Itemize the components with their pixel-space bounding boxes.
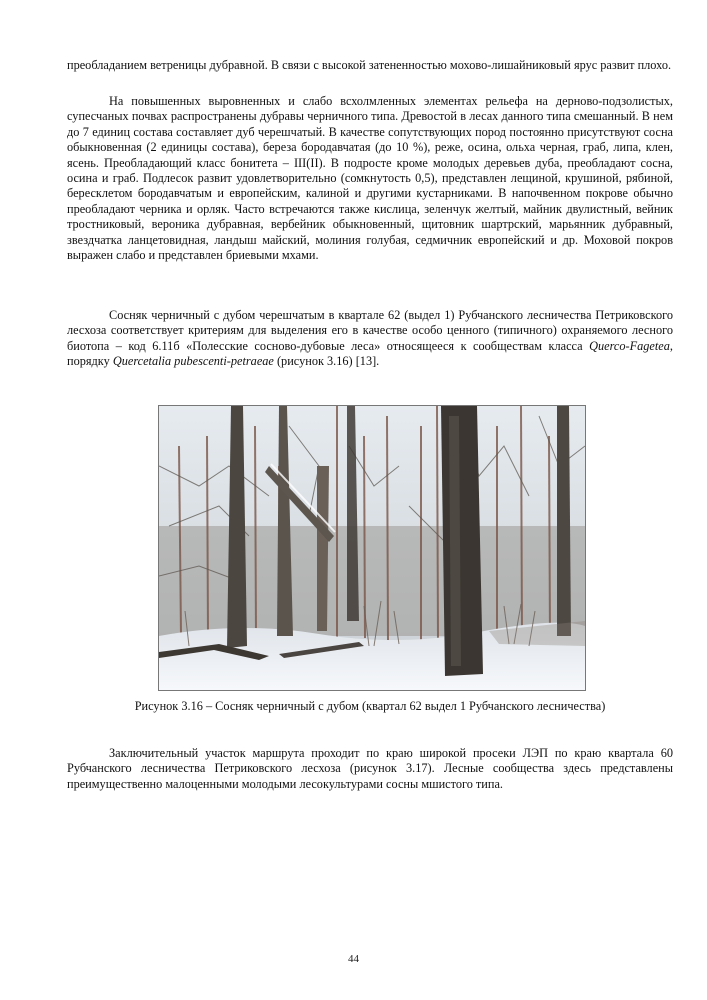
paragraph-final-section: Заключительный участок маршрута проходит по краю широкой просеки ЛЭП по краю квартала 60 Рубчанского лесничества Петриковского лесхоза (рисунок 3.17). Лесные сообщества здесь представлены преимущественно малоценными молодыми лесокультурами сосны мшистого типа. — [67, 746, 673, 791]
class-name: Querco-Fagetea — [589, 338, 670, 353]
paragraph-text: Сосняк черничный с дубом черешчатым в квартале 62 (выдел 1) Рубчанского лесничества Петриковского лесхоза соответствует критериям для выделения его в качестве особо ценного (типичного) охраняемого лесного биотопа – код 6.11б «Полесские сосново-дубовые леса» относящееся к сообществам класса — [67, 308, 673, 353]
forest-photo — [158, 405, 586, 691]
page-number: 44 — [348, 953, 359, 965]
paragraph-text: , порядку — [67, 338, 673, 369]
winter-forest-image — [159, 406, 585, 690]
paragraph-text: (рисунок 3.16) [13]. — [273, 354, 380, 369]
paragraph-pine-forest-biotope — [67, 308, 673, 370]
order-name: Quercetalia pubescenti-petraeae — [112, 354, 274, 369]
paragraph-continuation: преобладанием ветреницы дубравной. В связи с высокой затененностью мохово-лишайниковый ярус развит плохо. — [67, 58, 672, 72]
figure-caption: Рисунок 3.16 – Сосняк черничный с дубом (квартал 62 выдел 1 Рубчанского лесничества) — [134, 699, 606, 713]
paragraph-oak-forests: На повышенных выровненных и слабо всхолмленных элементах рельефа на дерново-подзолистых, супесчаных почвах распространены дубравы черничного типа. Древостой в лесах данного типа смешанный. В нем до 7 единиц состава составляет дуб черешчатый. В качестве сопутствующих пород постоянно присутствуют сосна обыкновенная (2 единицы состава), береза бородавчатая (до 10 %), реже, осина, ольха черная, граб, липа, клен, ясень. Преобладающий класс бонитета – III(II). В подросте кроме молодых деревьев дуба, преобладают сосна, осина и граб. Подлесок развит удовлетворительно (сомкнутость 0,5), представлен лещиной, крушиной, рябиной, бересклетом бородавчатым и европейским, калиной и другими кустарниками. В напочвенном покрове обычно преобладают черника и орляк. Часто встречаются также кислица, зеленчук желтый, майник двулистный, вейник тростниковый, вероника дубравная, вербейник обыкновенный, щитовник шартрский, марьянник дубравный, звездчатка ланцетовидная, ландыш майский, молиния голубая, седмичник европейский и др. Моховой покров выражен слабо и представлен бриевыми мхами. — [67, 94, 673, 263]
